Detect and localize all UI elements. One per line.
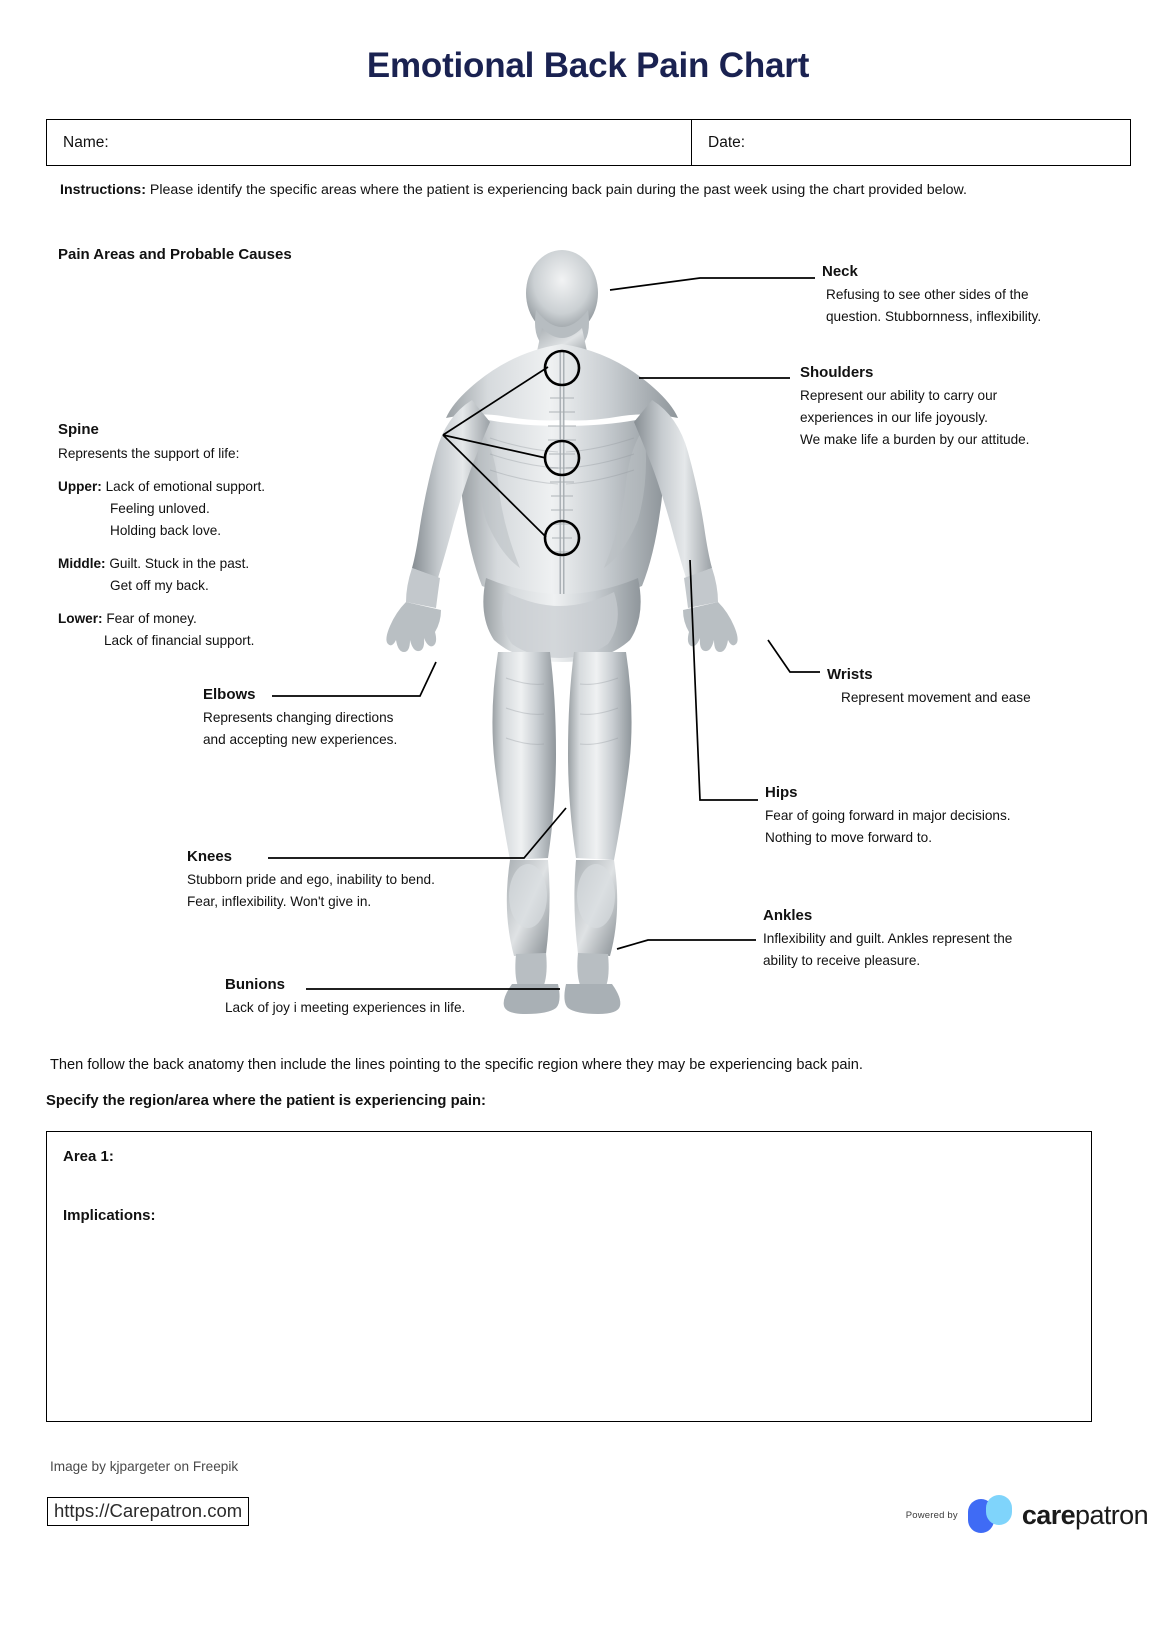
spine-upper-line-2: Holding back love. xyxy=(110,522,222,538)
neck-line-0: Refusing to see other sides of the xyxy=(826,286,1029,302)
ankles-label: Ankles xyxy=(763,907,813,924)
brand-light: patron xyxy=(1075,1499,1148,1530)
instructions xyxy=(60,180,1120,201)
implications-label: Implications: xyxy=(63,1207,156,1224)
section-heading: Pain Areas and Probable Causes xyxy=(58,246,292,263)
spine-lower-group xyxy=(58,608,388,652)
spine-lower-label: Lower: xyxy=(58,611,103,627)
spine-middle-line-0: Guilt. Stuck in the past. xyxy=(109,555,250,571)
shoulders-line-2: We make life a burden by our attitude. xyxy=(800,432,1030,448)
carepatron-url-link[interactable]: https://Carepatron.com xyxy=(47,1497,249,1526)
shoulders-label: Shoulders xyxy=(800,364,874,381)
callout-knees xyxy=(187,848,527,913)
spine-label: Spine xyxy=(58,421,99,438)
date-field[interactable] xyxy=(692,120,1130,165)
bunions-line-0: Lack of joy i meeting experiences in life. xyxy=(225,999,466,1015)
spine-upper-label: Upper: xyxy=(58,478,102,494)
hips-line-1: Nothing to move forward to. xyxy=(765,829,932,845)
page-title: Emotional Back Pain Chart xyxy=(366,46,810,85)
instructions-text: Please identify the specific areas where the patient is experiencing back pain during the past week using the chart provided below. xyxy=(145,182,967,198)
brand-bold: care xyxy=(1021,1499,1076,1530)
callout-bunions xyxy=(225,976,555,1019)
spine-lower-line-0: Fear of money. xyxy=(106,611,197,627)
hips-label: Hips xyxy=(765,784,798,801)
spine-middle-group xyxy=(58,553,388,597)
elbows-body xyxy=(203,707,533,751)
ankles-body xyxy=(763,928,1083,972)
neck-body xyxy=(826,284,1122,328)
callout-spine xyxy=(58,421,388,653)
neck-line-1: question. Stubbornness, inflexibility. xyxy=(826,308,1042,324)
callout-hips xyxy=(765,784,1085,849)
area-1-label: Area 1: xyxy=(63,1148,114,1165)
date-label: Date: xyxy=(708,133,746,151)
spine-lead: Represents the support of life: xyxy=(58,445,240,461)
shoulders-line-1: experiences in our life joyously. xyxy=(800,409,988,425)
powered-by-carepatron xyxy=(906,1495,1148,1535)
knees-line-0: Stubborn pride and ego, inability to bend. xyxy=(187,871,435,887)
carepatron-logo-icon xyxy=(968,1495,1014,1535)
ankles-line-0: Inflexibility and guilt. Ankles represent the xyxy=(763,930,1013,946)
shoulders-line-0: Represent our ability to carry our xyxy=(800,387,998,403)
callout-wrists xyxy=(827,666,1127,709)
hips-body xyxy=(765,805,1085,849)
knees-line-1: Fear, inflexibility. Won't give in. xyxy=(187,893,372,909)
callout-elbows xyxy=(203,686,533,751)
spine-upper-line-0: Lack of emotional support. xyxy=(105,478,266,494)
callout-shoulders xyxy=(800,364,1100,451)
bunions-label: Bunions xyxy=(225,976,285,993)
wrists-line-0: Represent movement and ease xyxy=(841,689,1031,705)
bunions-body xyxy=(225,997,555,1019)
shoulders-body xyxy=(800,385,1100,451)
image-credit: Image by kjpargeter on Freepik xyxy=(50,1459,239,1474)
knees-label: Knees xyxy=(187,848,233,865)
instructions-label: Instructions: xyxy=(60,182,146,198)
ankles-line-1: ability to receive pleasure. xyxy=(763,952,921,968)
name-label: Name: xyxy=(63,133,109,151)
wrists-label: Wrists xyxy=(827,666,873,683)
hips-line-0: Fear of going forward in major decisions. xyxy=(765,807,1011,823)
area-response-box[interactable] xyxy=(46,1131,1092,1422)
carepatron-wordmark xyxy=(1022,1500,1148,1531)
follow-instructions: Then follow the back anatomy then include the lines pointing to the specific region where they may be experiencing back pain. xyxy=(50,1057,863,1073)
wrists-body xyxy=(841,687,1127,709)
logo-cyan-shape xyxy=(986,1495,1012,1525)
callout-ankles xyxy=(763,907,1083,972)
patient-info-box xyxy=(46,119,1131,166)
neck-label: Neck xyxy=(822,263,858,280)
spine-upper-group xyxy=(58,476,388,542)
elbows-label: Elbows xyxy=(203,686,256,703)
spine-middle-line-1: Get off my back. xyxy=(110,578,209,594)
elbows-line-0: Represents changing directions xyxy=(203,709,394,725)
spine-lower-line-1: Lack of financial support. xyxy=(104,633,255,649)
elbows-line-1: and accepting new experiences. xyxy=(203,731,398,747)
specify-instructions: Specify the region/area where the patient is experiencing pain: xyxy=(46,1093,486,1109)
spine-middle-label: Middle: xyxy=(58,555,106,571)
spine-upper-line-1: Feeling unloved. xyxy=(110,500,210,516)
knees-body xyxy=(187,869,527,913)
powered-by-label: Powered by xyxy=(905,1509,958,1521)
callout-neck xyxy=(822,263,1122,328)
name-field[interactable] xyxy=(47,120,692,165)
